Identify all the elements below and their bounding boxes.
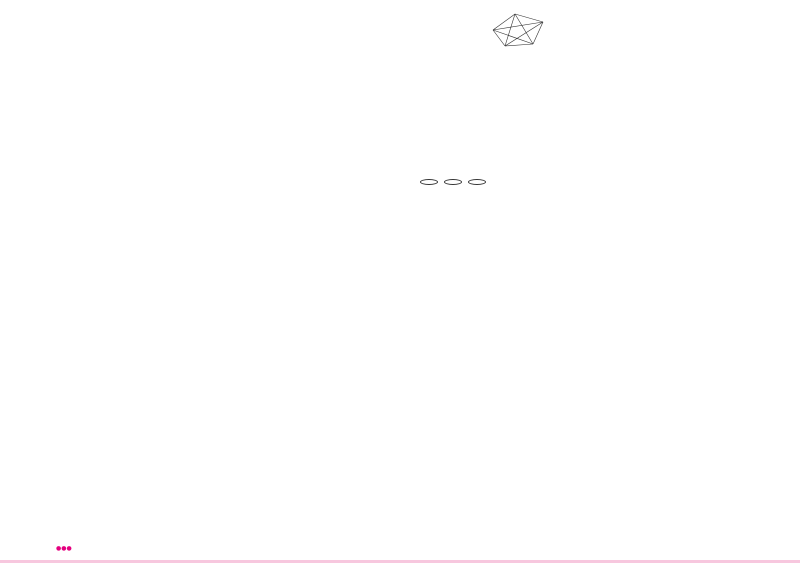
column-2 (205, 6, 395, 11)
venn-mid (444, 179, 462, 185)
chart-canvas (30, 470, 198, 536)
footer-bar (0, 560, 800, 563)
page-dots: ●●● (56, 545, 72, 552)
venn-diagram (418, 178, 488, 187)
venn-left (420, 179, 438, 185)
column-1 (30, 6, 200, 9)
handshake-diagram (485, 10, 555, 50)
water-level-chart (30, 470, 198, 536)
venn-right (468, 179, 486, 185)
column-4 (598, 6, 773, 9)
